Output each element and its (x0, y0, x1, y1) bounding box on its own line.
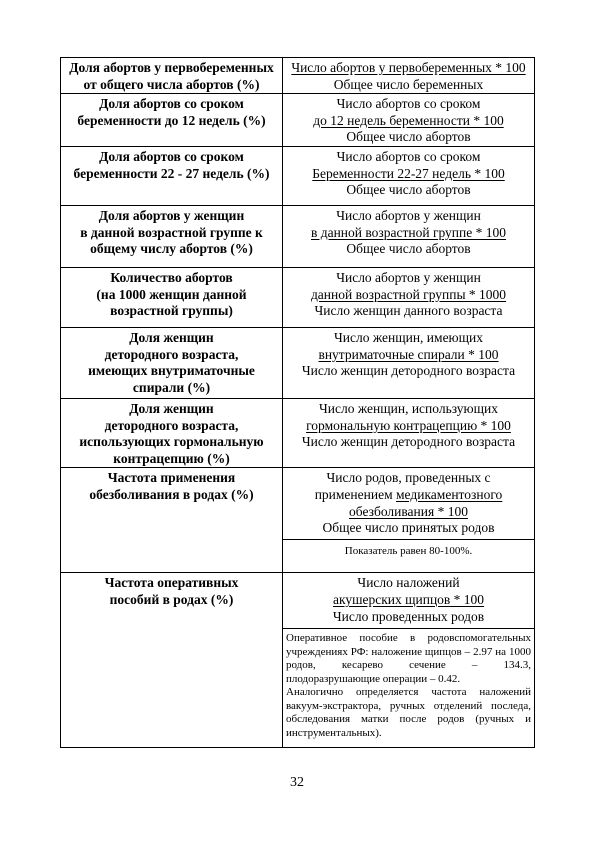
indicator-cell (61, 94, 283, 147)
table-row (61, 327, 535, 398)
indicator-line: Доля женщин (129, 329, 214, 345)
table-row (61, 146, 535, 205)
formula-cell (283, 94, 535, 147)
indicator-line: использующих гормональную (79, 434, 264, 450)
indicator-line: от общего числа абортов (%) (83, 76, 260, 92)
indicator-cell (61, 267, 283, 327)
indicator-line: Частота оперативных (104, 575, 239, 591)
indicator-line: Доля абортов со сроком (99, 148, 244, 164)
note-text: Показатель равен 80-100%. (344, 545, 473, 558)
indicator-cell (61, 58, 283, 94)
formula-cell (283, 573, 535, 629)
formula-numerator: в данной возрастной группе * 100 (310, 224, 507, 240)
note-text: Аналогично определяется частота наложений вакуум-экстрактора, ручных отделений последа, обследования матки после родов (ручных и инструментальных). (286, 686, 531, 739)
formula-denominator: Общее число абортов (346, 241, 471, 257)
formula-cell (283, 398, 535, 467)
formula-denominator: Число женщин данного возраста (314, 303, 503, 319)
formula-text: медикаментозного (396, 486, 503, 502)
formula-cell (283, 327, 535, 398)
indicator-line: спирали (%) (132, 379, 211, 395)
formula-cell (283, 205, 535, 267)
formula-denominator: Общее число абортов (346, 182, 471, 198)
indicator-line: имеющих внутриматочные (88, 363, 255, 379)
indicator-line: (на 1000 женщин данной (96, 286, 247, 302)
table-row (61, 398, 535, 467)
indicator-line: Доля женщин (129, 400, 214, 416)
formula-numerator: Число женщин, использующих (319, 400, 498, 416)
formula-numerator: акушерских щипцов * 100 (332, 591, 485, 607)
indicator-line: пособий в родах (%) (109, 591, 234, 607)
formula-numerator: Число наложений (357, 575, 460, 591)
formula-numerator: внутриматочные спирали * 100 (318, 346, 499, 362)
formula-denominator: Общее число беременных (333, 76, 484, 92)
formula-numerator: Число абортов со сроком (336, 148, 481, 164)
formula-numerator-line (286, 487, 531, 504)
indicator-line: Частота применения (107, 470, 236, 486)
note-text: Оперативное пособие в родовспомогательных учреждениях РФ: наложение щипцов – 2.97 на 1000 родов, кесарево сечение – 134.3, плодоразрушающие операции – 0.42. (286, 632, 531, 685)
indicator-cell (61, 468, 283, 573)
formula-numerator: Беременности 22-27 недель * 100 (312, 165, 505, 181)
indicator-cell (61, 327, 283, 398)
formula-numerator: данной возрастной группы * 1000 (310, 286, 507, 302)
table-row (61, 267, 535, 327)
indicator-line: детородного возраста, (104, 346, 239, 362)
indicator-cell (61, 146, 283, 205)
formula-numerator: гормональную контрацепцию * 100 (306, 417, 511, 433)
table-row (61, 468, 535, 540)
formula-denominator: Общее число принятых родов (322, 520, 495, 536)
formula-numerator: Число женщин, имеющих (333, 329, 484, 345)
indicator-line: в данной возрастной группе к (80, 224, 263, 240)
formula-denominator: Число женщин детородного возраста (301, 434, 516, 450)
indicator-line: детородного возраста, (104, 417, 239, 433)
formula-numerator: обезболивания * 100 (349, 503, 468, 519)
formula-cell (283, 146, 535, 205)
indicator-line: Количество абортов (110, 269, 233, 285)
formula-denominator: Число проведенных родов (332, 608, 485, 624)
table-row (61, 573, 535, 629)
indicators-table (60, 57, 535, 748)
indicator-cell (61, 205, 283, 267)
table-row (61, 94, 535, 147)
formula-numerator: Число абортов со сроком (336, 96, 481, 112)
indicator-line: возрастной группы) (110, 303, 233, 319)
indicator-line: общему числу абортов (%) (90, 241, 253, 257)
formula-denominator: Число женщин детородного возраста (301, 363, 516, 379)
table-row (61, 205, 535, 267)
indicator-line: беременности 22 - 27 недель (%) (73, 165, 270, 181)
indicator-cell (61, 573, 283, 748)
formula-text: применением (314, 486, 393, 502)
formula-numerator: Число абортов у женщин (336, 207, 481, 223)
indicator-line: обезболивания в родах (%) (89, 486, 254, 502)
indicator-line: Доля абортов у женщин (98, 207, 245, 223)
indicator-cell (61, 398, 283, 467)
formula-denominator: Общее число абортов (346, 129, 471, 145)
formula-cell (283, 58, 535, 94)
indicator-line: контрацепцию (%) (113, 450, 230, 466)
table-row (61, 58, 535, 94)
indicator-line: беременности до 12 недель (%) (77, 112, 266, 128)
note-cell (283, 629, 535, 748)
formula-numerator: Число родов, проведенных с (326, 470, 491, 486)
formula-cell (283, 267, 535, 327)
page-number: 32 (290, 775, 304, 790)
indicator-line: Доля абортов у первобеременных (69, 60, 274, 75)
formula-cell (283, 468, 535, 540)
formula-numerator: Число абортов у первобеременных * 100 (291, 60, 526, 75)
formula-numerator: Число абортов у женщин (336, 269, 481, 285)
formula-numerator: до 12 недель беременности * 100 (313, 112, 504, 128)
note-cell (283, 540, 535, 573)
indicator-line: Доля абортов со сроком (99, 96, 244, 112)
